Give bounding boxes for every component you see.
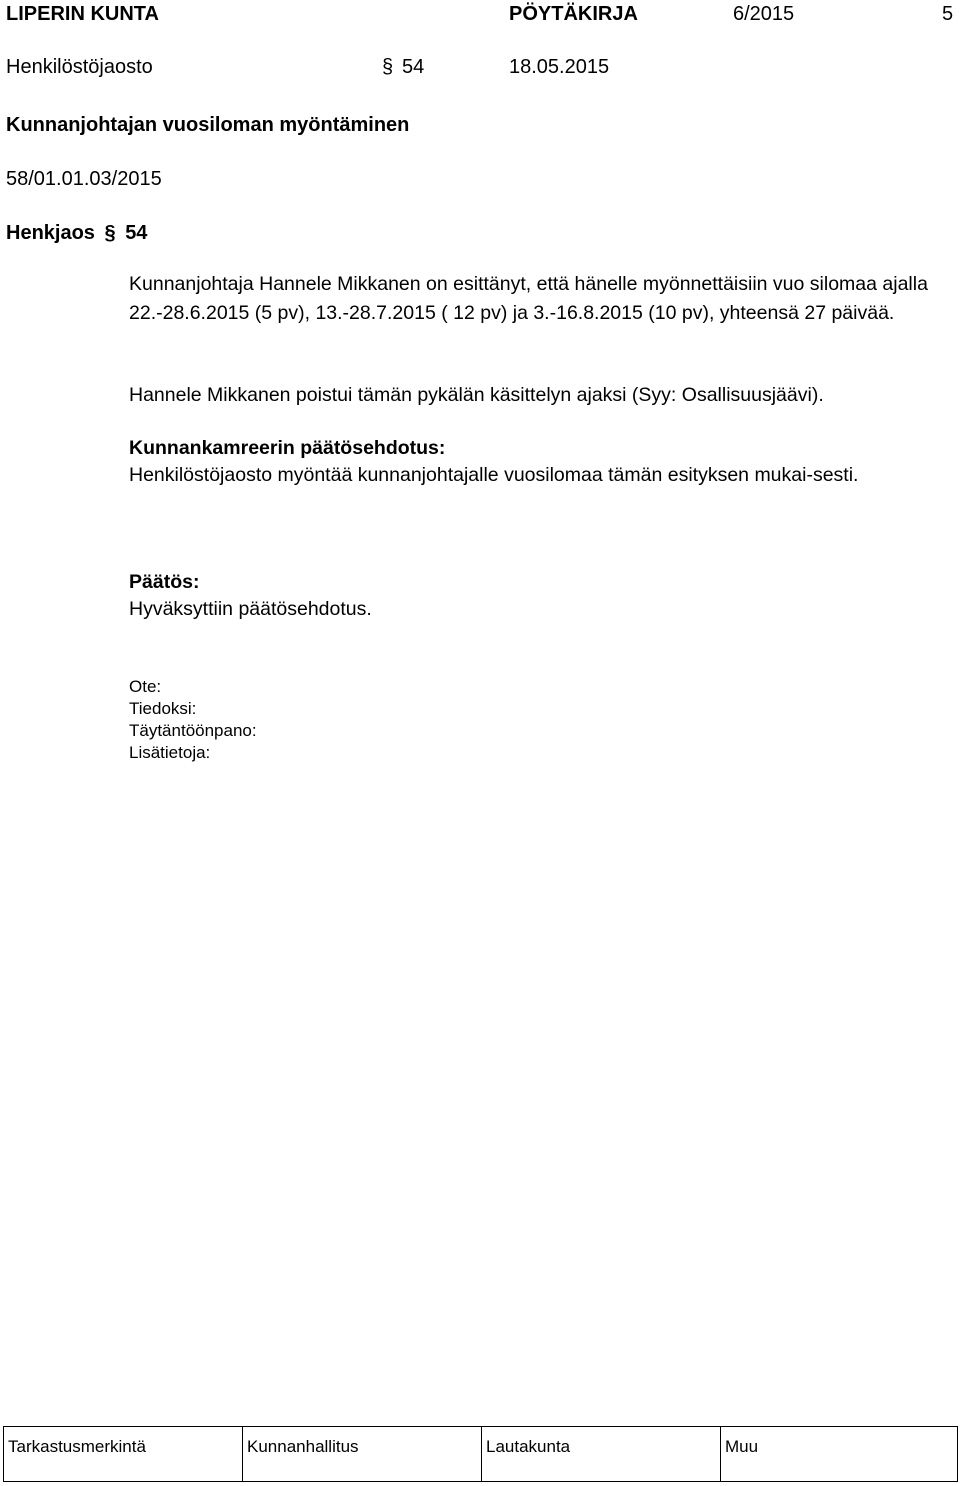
- paragraph-proposal-request: Kunnanjohtaja Hannele Mikkanen on esittänyt, että hänelle myönnettäisiin vuo silomaa ajalla 22.-28.6.2015 (5 pv), 13.-28.7.2015 ( 12 pv) ja 3.-16.8.2015 (10 pv), yhteensä 27 päivää.: [129, 273, 928, 324]
- proposal-text: Henkilöstöjaosto myöntää kunnanjohtajalle vuosilomaa tämän esityksen mukai-sesti.: [129, 464, 859, 486]
- document-number: 6/2015: [733, 3, 795, 25]
- item-section-label: [6, 220, 147, 246]
- footer-row: [4, 1427, 958, 1482]
- section-sign: §: [382, 56, 394, 78]
- decision-text: Hyväksyttiin päätösehdotus.: [129, 598, 372, 620]
- footer-cell-kunnanhallitus: Kunnanhallitus: [243, 1427, 482, 1482]
- footer-cell-muu: Muu: [721, 1427, 958, 1482]
- page-number: 5: [942, 3, 954, 25]
- footer-cell-lautakunta: Lautakunta: [482, 1427, 721, 1482]
- item-reference: 58/01.01.03/2015: [6, 168, 162, 190]
- paragraph-recusal: Hannele Mikkanen poistui tämän pykälän käsittelyn ajaksi (Syy: Osallisuusjäävi).: [129, 384, 824, 406]
- meeting-date: 18.05.2015: [509, 56, 610, 78]
- distribution-taytantoonpano: Täytäntöönpano:: [129, 721, 257, 740]
- footer-cell-tarkastusmerkinta: Tarkastusmerkintä: [4, 1427, 243, 1482]
- document-type: PÖYTÄKIRJA: [509, 3, 638, 25]
- body-name: Henkilöstöjaosto: [6, 56, 153, 78]
- item-section-sign: §: [104, 222, 116, 244]
- item-section-number: 54: [125, 222, 148, 244]
- organization-name: LIPERIN KUNTA: [6, 3, 159, 25]
- footer-table: [3, 1426, 958, 1482]
- item-title: Kunnanjohtajan vuosiloman myöntäminen: [6, 114, 410, 136]
- proposal-heading: Kunnankamreerin päätösehdotus:: [129, 437, 446, 459]
- distribution-ote: Ote:: [129, 677, 162, 696]
- distribution-lisatietoja: Lisätietoja:: [129, 743, 211, 762]
- distribution-tiedoksi: Tiedoksi:: [129, 699, 197, 718]
- header-section-number: 54: [402, 56, 425, 78]
- item-section-label-text: Henkjaos: [6, 222, 95, 244]
- decision-heading: Päätös:: [129, 571, 200, 593]
